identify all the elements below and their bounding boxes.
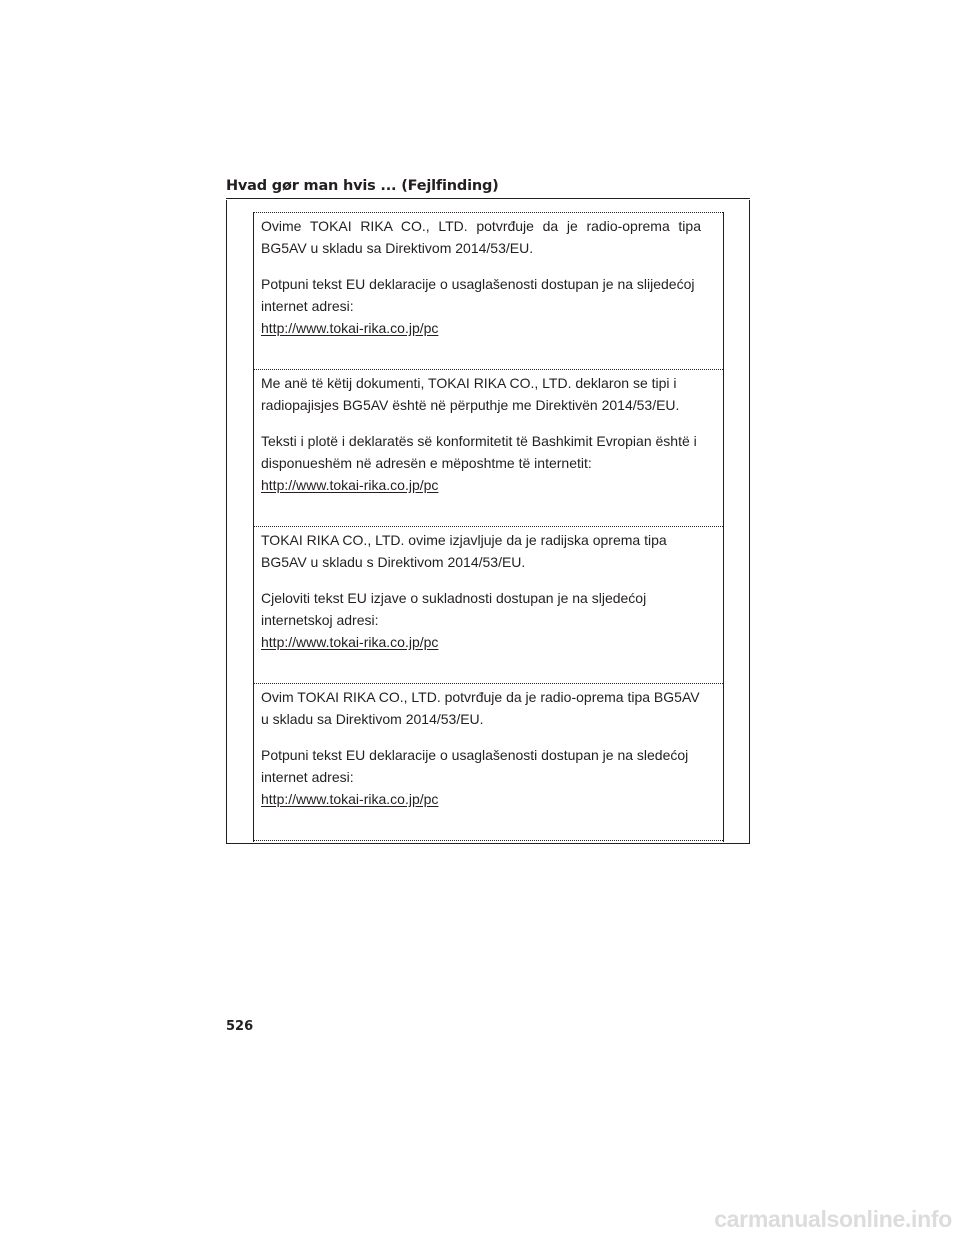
watermark: carmanualsonline.info [714,1206,952,1232]
section-header: Hvad gør man hvis ... (Fejlfinding) [226,178,499,194]
fulltext-notice: Cjeloviti tekst EU izjave o sukladnosti dostupan je na sljedećoj internetskoj adresi: [261,590,647,628]
declaration-url-link[interactable]: http://www.tokai-rika.co.jp/pc [261,477,439,493]
statement-text: Ovim TOKAI RIKA CO., LTD. potvrđuje da je radio-oprema tipa BG5AV u skladu sa Direktivom 2014/53/EU. [261,689,700,727]
fulltext-notice: Potpuni tekst EU deklaracije o usaglašenosti dostupan je na slijedećoj internet adresi: [261,276,695,314]
declaration-url-link[interactable]: http://www.tokai-rika.co.jp/pc [261,791,439,807]
statement-text: TOKAI RIKA CO., LTD. ovime izjavljuje da je radijska oprema tipa BG5AV u skladu s Direktivom 2014/53/EU. [261,532,667,570]
declaration-url-link[interactable]: http://www.tokai-rika.co.jp/pc [261,320,439,336]
header-rule [226,198,750,199]
declaration-block-4 [254,683,723,841]
declaration-block-1 [254,212,723,369]
declaration-block-3 [254,526,723,683]
fulltext-notice: Teksti i plotë i deklaratës së konformitetit të Bashkimit Evropian është i disponueshëm në adresën e mëposhtme të internetit: [261,433,697,471]
declaration-url-link[interactable]: http://www.tokai-rika.co.jp/pc [261,634,439,650]
statement-text: Ovime TOKAI RIKA CO., LTD. potvrđuje da je radio-oprema tipa BG5AV u skladu sa Direktivom 2014/53/EU. [261,218,701,256]
declaration-block-2 [254,369,723,526]
page-number: 526 [226,1019,254,1034]
fulltext-notice: Potpuni tekst EU deklaracije o usaglašenosti dostupan je na sledećoj internet adresi: [261,747,689,785]
declaration-table [253,212,724,842]
statement-text: Me anë të këtij dokumenti, TOKAI RIKA CO., LTD. deklaron se tipi i radiopajisjes BG5AV është në përputhje me Direktivën 2014/53/EU. [261,375,680,413]
